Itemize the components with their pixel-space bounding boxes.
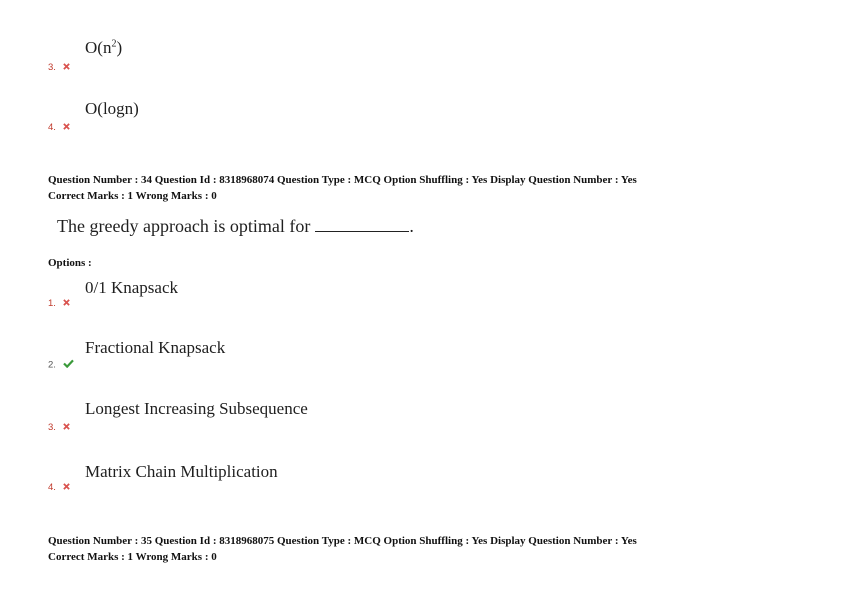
option-number: 4. xyxy=(48,122,70,133)
checkmark-icon xyxy=(63,359,74,371)
question-text: The greedy approach is optimal for . xyxy=(57,216,414,236)
question-meta: Question Number : 35 Question Id : 8318968075 Question Type : MCQ Option Shuffling : Yes Display Question Number : Yes xyxy=(48,535,637,547)
options-label: Options : xyxy=(48,257,92,269)
question-meta: Question Number : 34 Question Id : 8318968074 Question Type : MCQ Option Shuffling : Yes Display Question Number : Yes xyxy=(48,174,637,186)
option-number: 4. xyxy=(48,482,70,493)
option-number: 3. xyxy=(48,62,70,73)
option-number: 2. xyxy=(48,359,74,371)
option-text: 0/1 Knapsack xyxy=(85,278,179,297)
marks-meta: Correct Marks : 1 Wrong Marks : 0 xyxy=(48,190,217,202)
marks-meta: Correct Marks : 1 Wrong Marks : 0 xyxy=(48,551,217,563)
cross-icon xyxy=(63,122,70,133)
option-text: Fractional Knapsack xyxy=(85,338,226,357)
option-text: $O(n^2)$ xyxy=(85,38,123,57)
option-number: 3. xyxy=(48,422,70,433)
answer-blank xyxy=(315,217,409,232)
cross-icon xyxy=(63,62,70,73)
option-text: O(logn) xyxy=(85,99,139,118)
option-number: 1. xyxy=(48,298,70,309)
cross-icon xyxy=(63,422,70,433)
cross-icon xyxy=(63,482,70,493)
option-text: Matrix Chain Multiplication xyxy=(85,462,278,481)
option-text: Longest Increasing Subsequence xyxy=(85,399,308,418)
cross-icon xyxy=(63,298,70,309)
